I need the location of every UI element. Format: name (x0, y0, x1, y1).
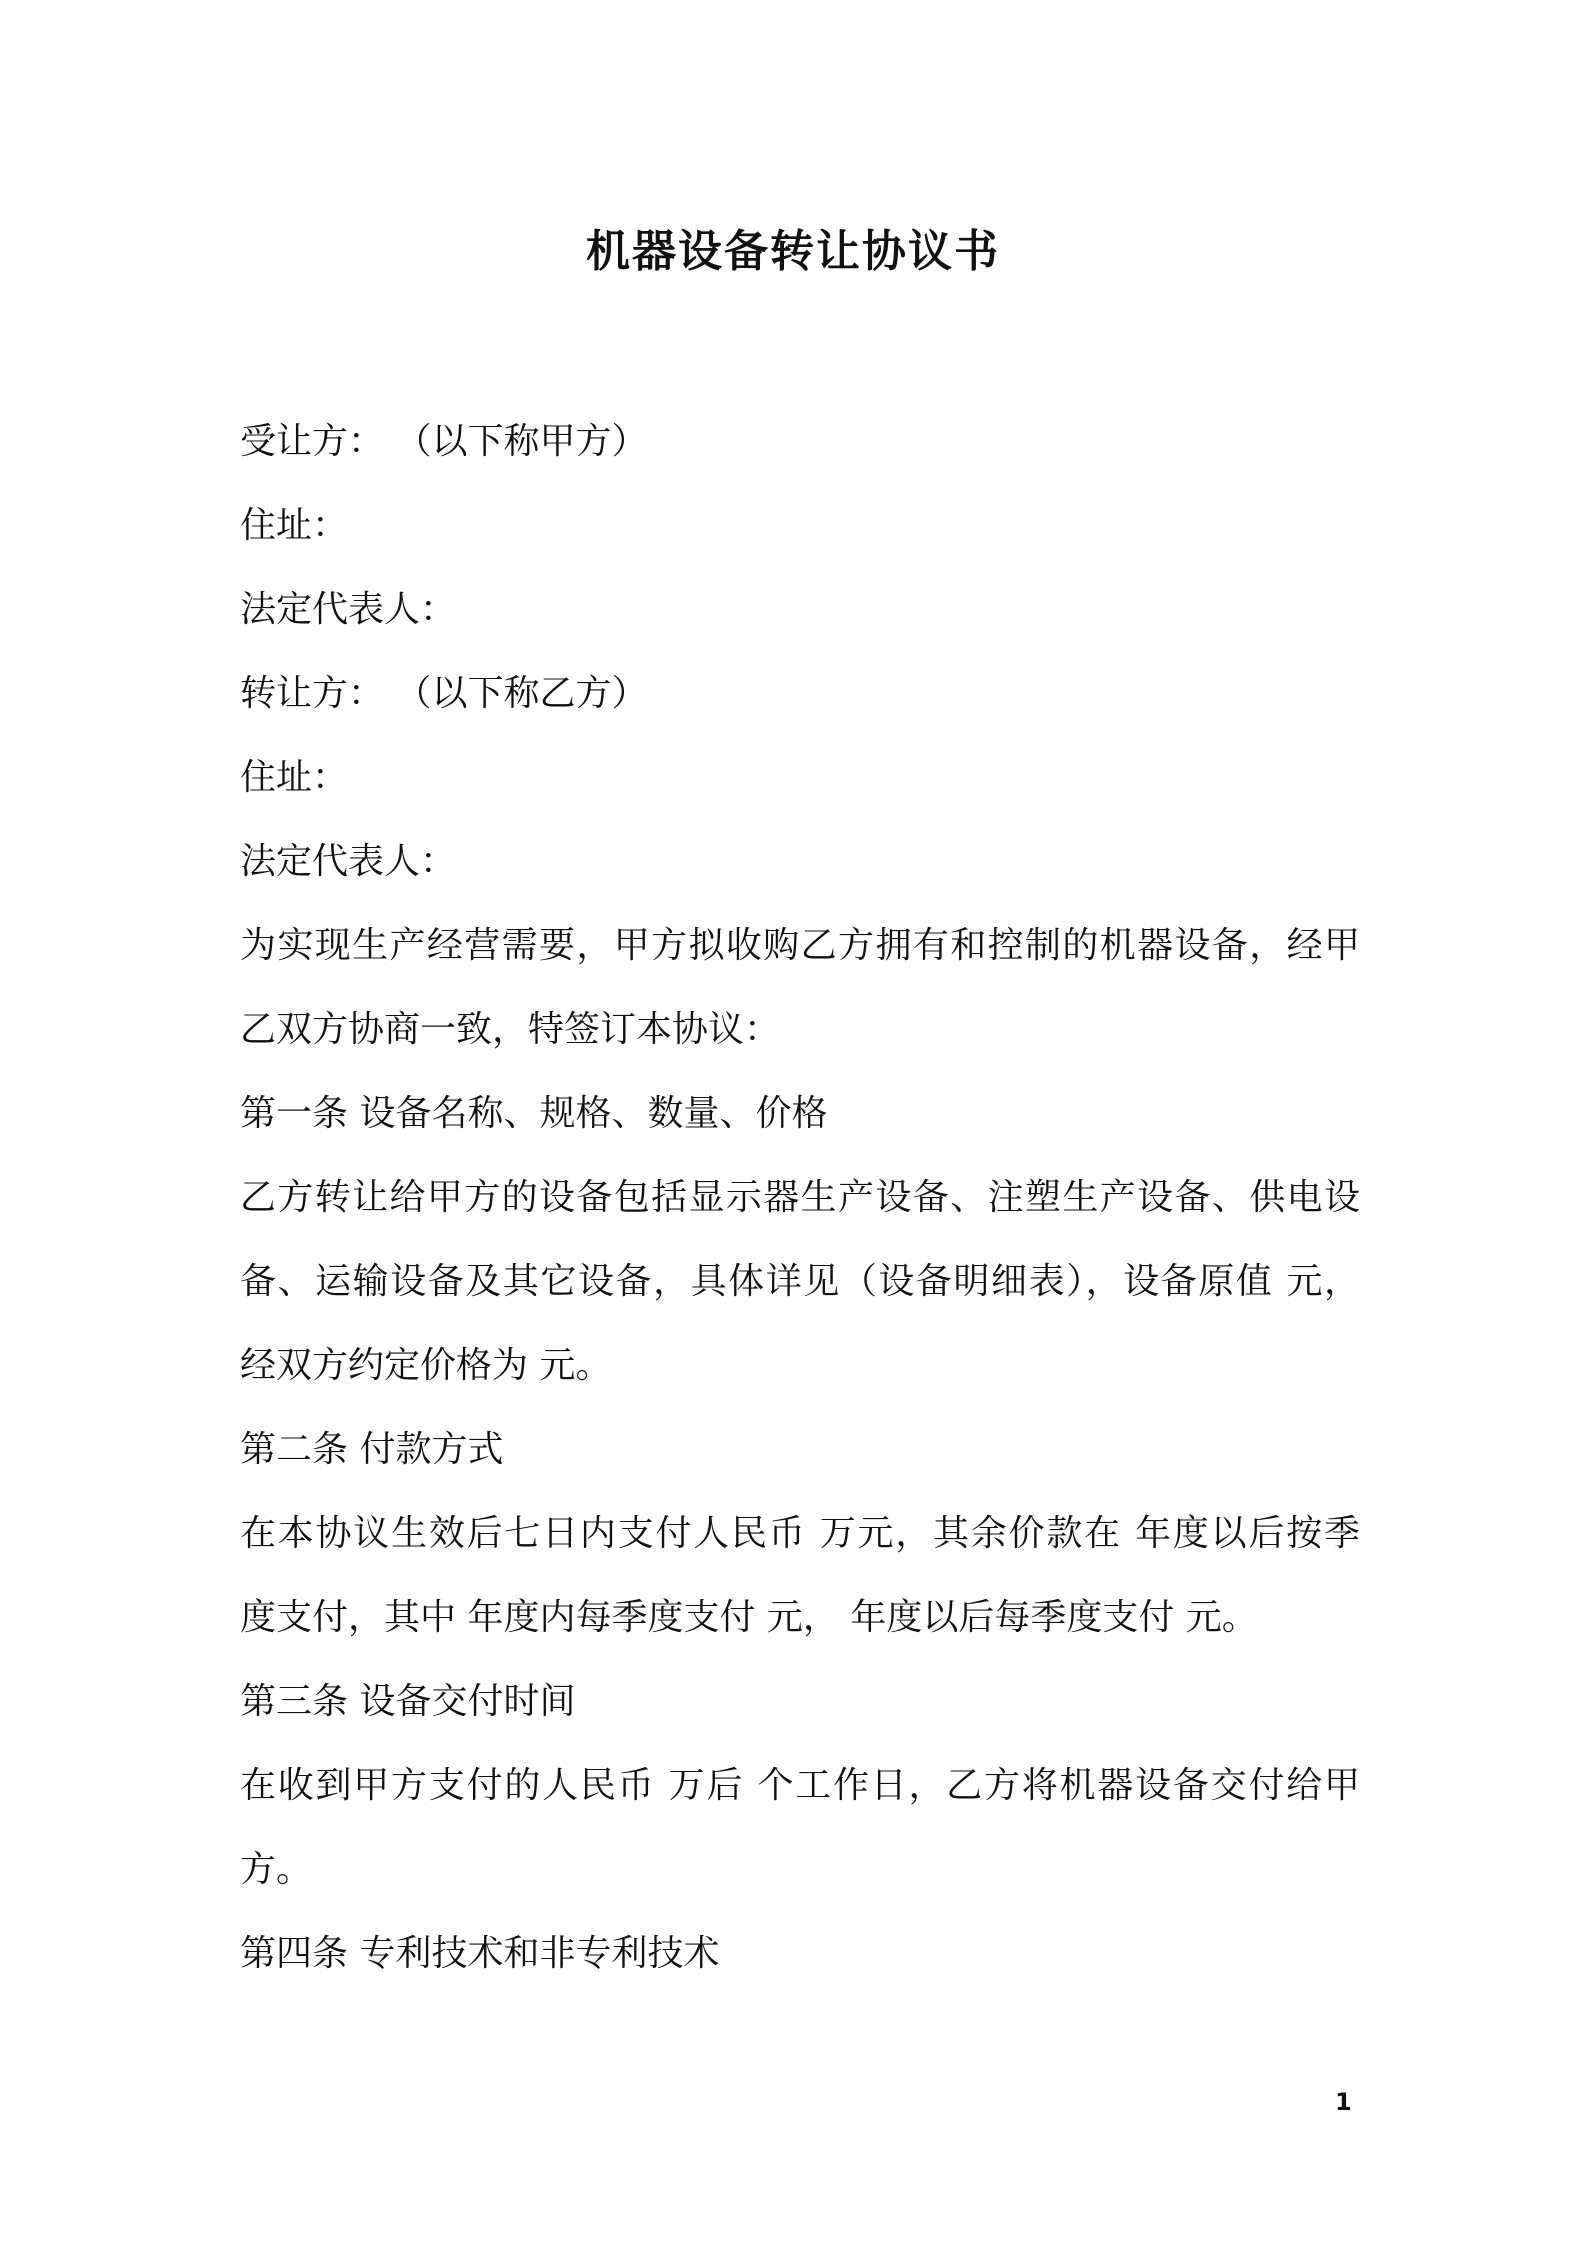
preamble-line-1: 为实现生产经营需要，甲方拟收购乙方拥有和控制的机器设备，经甲 (240, 925, 1360, 966)
article-4-heading: 第四条 专利技术和非专利技术 (240, 1933, 720, 1974)
line-transferee-address: 住址： (240, 505, 349, 546)
article-3-heading: 第三条 设备交付时间 (240, 1681, 576, 1722)
article-3-line-2: 方。 (240, 1849, 313, 1890)
document-body (240, 400, 1360, 1996)
line-transferor-legal-rep: 法定代表人： (240, 841, 457, 882)
article-1-line-3: 经双方约定价格为 元。 (240, 1345, 612, 1386)
preamble-line-2: 乙双方协商一致，特签订本协议： (240, 1009, 781, 1050)
article-3-line-1: 在收到甲方支付的人民币 万后 个工作日，乙方将机器设备交付给甲 (240, 1765, 1360, 1806)
line-transferor: 转让方： （以下称乙方） (240, 673, 648, 714)
page-number: 1 (1335, 2088, 1352, 2116)
article-2-line-2: 度支付，其中 年度内每季度支付 元， 年度以后每季度支付 元。 (240, 1597, 1258, 1638)
line-transferee-legal-rep: 法定代表人： (240, 589, 457, 630)
article-2-line-1: 在本协议生效后七日内支付人民币 万元，其余价款在 年度以后按季 (240, 1513, 1360, 1554)
line-transferor-address: 住址： (240, 757, 349, 798)
document-title: 机器设备转让协议书 (586, 226, 1000, 277)
line-transferee: 受让方： （以下称甲方） (240, 421, 648, 462)
article-2-heading: 第二条 付款方式 (240, 1429, 504, 1470)
article-1-line-1: 乙方转让给甲方的设备包括显示器生产设备、注塑生产设备、供电设 (240, 1177, 1360, 1218)
article-1-heading: 第一条 设备名称、规格、数量、价格 (240, 1093, 828, 1134)
article-1-line-2: 备、运输设备及其它设备，具体详见（设备明细表），设备原值 元， (240, 1261, 1360, 1302)
